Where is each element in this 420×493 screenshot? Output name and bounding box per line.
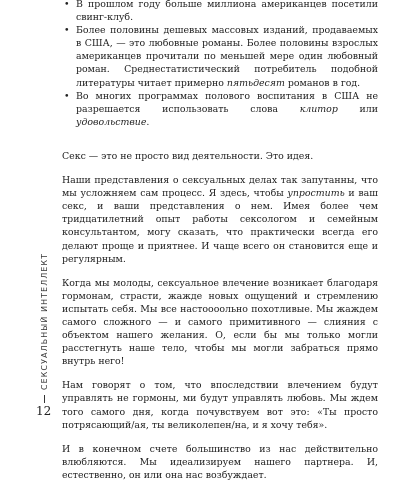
- paragraph-youth-desire: [62, 277, 378, 369]
- paragraph-text: и ваш секс, и ваши представления о нем. Имея более чем тридцатилетний опыт работы сексологом и семейным консультантом, могу сказать, что практически всегда его делают проще и приятнее. И чаще всего он становится еще и регулярным.: [62, 188, 378, 265]
- paragraph-love-drives: [62, 379, 378, 431]
- running-head-rule: [44, 395, 45, 403]
- bullet-text: В прошлом году больше миллиона американцев посетили свинг-клуб.: [76, 0, 378, 24]
- paragraph-falling-in-love: [62, 443, 378, 482]
- page-number: 12: [36, 404, 52, 418]
- bullet-text: .: [146, 116, 150, 128]
- running-head: СЕКСУАЛЬНЫЙ ИНТЕЛЛЕКТ: [40, 252, 49, 390]
- paragraph-sex-is-an-idea: [62, 150, 378, 163]
- bullet-item-swing-club: [76, 0, 378, 24]
- bullet-text: Во многих программах полового воспитания в США не разрешается использовать слова: [76, 90, 378, 115]
- bullet-item-romance-novels: [76, 24, 378, 89]
- paragraph-emphasis: упростить: [287, 188, 345, 200]
- paragraph-text: Секс — это не просто вид деятельности. Это идея.: [62, 150, 314, 162]
- bullet-emphasis: пятьдесят: [226, 77, 285, 89]
- paragraph-text: Нам говорят о том, что впоследствии влечением будут управлять не гормоны, ми будут управлять любовь. Мы ждем того самого дня, когда почувствуем вот это: «Ты просто потрясающий/ая, ты великолепен/на, и я хочу тебя».: [62, 380, 378, 431]
- bullet-list: [62, 0, 378, 129]
- bullet-text: Более половины дешевых массовых изданий, продаваемых в США, — это любовные романы. Более половины взрослых американцев прочитали по меньшей мере один любовный роман. Среднестатистический потребитель подобной литературы читает примерно: [76, 25, 378, 89]
- paragraph-text: И в конечном счете большинство из нас действительно влюбляются. Мы идеализируем нашего партнера. И, естественно, он или она нас возбуждает.: [62, 443, 378, 481]
- paragraph-text: Когда мы молоды, сексуальное влечение возникает благодаря гормонам, страсти, жажде новых ощущений и стремлению испытать себя. Мы все настоооольно похотливые. Мы жаждем самого сложного — и самого примитивного — слияния с объектом нашего желания. О, если бы мы только могли расстегнуть наше тело, чтобы мы могли забраться прямо внутрь него!: [62, 277, 378, 368]
- bullet-text: романов в год.: [284, 77, 361, 89]
- bullet-text: или: [337, 103, 379, 115]
- bullet-emphasis: клитор: [299, 103, 338, 115]
- bullet-emphasis: удовольствие: [76, 116, 147, 128]
- paragraph-text: Наши представления о сексуальных делах так запутанны, что мы усложняем сам процесс. Я здесь, чтобы: [62, 175, 378, 200]
- bullet-item-sex-education: [76, 90, 378, 129]
- page-body: [62, 0, 378, 493]
- paragraph-simplify: [62, 174, 378, 266]
